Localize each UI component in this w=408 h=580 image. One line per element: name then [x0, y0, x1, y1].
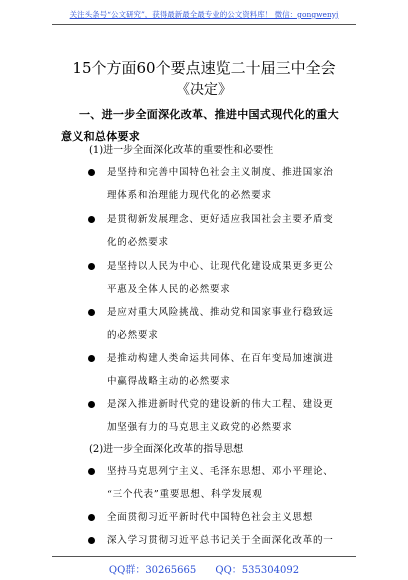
bullet-line: 是深入推进新时代党的建设新的伟大工程、建设更 [107, 399, 334, 410]
bullet-dot-icon [88, 468, 95, 475]
bullet-line: 是贯彻新发展理念、更好适应我国社会主要矛盾变 [107, 214, 334, 225]
bullet-line: 化的必然要求 [107, 237, 169, 248]
bullet-item [96, 255, 376, 301]
bullet-line: 加坚强有力的马克思主义政党的必然要求 [107, 422, 293, 433]
bullet-dot-icon [88, 309, 95, 316]
bullet-dot-icon [88, 537, 95, 544]
bullet-dot-icon [88, 169, 95, 176]
footer [0, 561, 408, 576]
footer-qq-link[interactable]: QQ：535304092 [215, 565, 300, 576]
header-banner-link[interactable]: 关注头条号“公文研究”，获得最新最全最专业的公文资料库！ 微信：gongwenyj [69, 10, 339, 19]
subsection-heading-2: (2)进一步全面深化改革的指导思想 [89, 444, 244, 455]
bullet-line: 中赢得战略主动的必然要求 [107, 376, 231, 387]
document-subtitle: 《决定》 [176, 82, 232, 98]
bullet-item [96, 347, 376, 393]
bullet-item [96, 393, 376, 439]
bullet-item [96, 529, 376, 552]
bullet-line: 是应对重大风险挑战、推动党和国家事业行稳致远 [107, 307, 334, 318]
section-heading [61, 104, 361, 148]
bullet-item [96, 460, 376, 506]
bullet-line: 平惠及全体人民的必然要求 [107, 284, 231, 295]
bullet-line: 理体系和治理能力现代化的必然要求 [107, 190, 272, 201]
bullet-dot-icon [88, 401, 95, 408]
footer-divider [52, 556, 356, 557]
footer-qq-group-link[interactable]: QQ群：30265665 [108, 565, 197, 576]
bullet-line: 是坚持和完善中国特色社会主义制度、推进国家治 [107, 167, 334, 178]
bullet-line: 是坚持以人民为中心、让现代化建设成果更多更公 [107, 261, 334, 272]
bullet-dot-icon [88, 216, 95, 223]
section-heading-line2: 意义和总体要求 [61, 130, 141, 143]
bullet-dot-icon [88, 355, 95, 362]
bullet-dot-icon [88, 263, 95, 270]
header-divider [52, 24, 356, 25]
section-heading-line1: 一、进一步全面深化改革、推进中国式现代化的重大 [79, 108, 339, 121]
document-title: 15个方面60个要点速览二十届三中全会 [72, 59, 336, 77]
bullet-line: 的必然要求 [107, 330, 159, 341]
bullet-line: 坚持马克思列宁主义、毛泽东思想、邓小平理论、 [107, 466, 334, 477]
bullet-line: 是推动构建人类命运共同体、在百年变局加速演进 [107, 353, 334, 364]
bullet-item [96, 301, 376, 347]
subsection-heading-1: (1)进一步全面深化改革的重要性和必要性 [89, 145, 274, 156]
bullet-dot-icon [88, 514, 95, 521]
bullet-item [96, 506, 376, 529]
bullet-line: “三个代表”重要思想、科学发展观 [107, 489, 263, 500]
bullet-item [96, 208, 376, 254]
bullet-line: 全面贯彻习近平新时代中国特色社会主义思想 [107, 512, 314, 523]
bullet-item [96, 161, 376, 207]
bullet-line: 深入学习贯彻习近平总书记关于全面深化改革的一 [107, 535, 334, 546]
